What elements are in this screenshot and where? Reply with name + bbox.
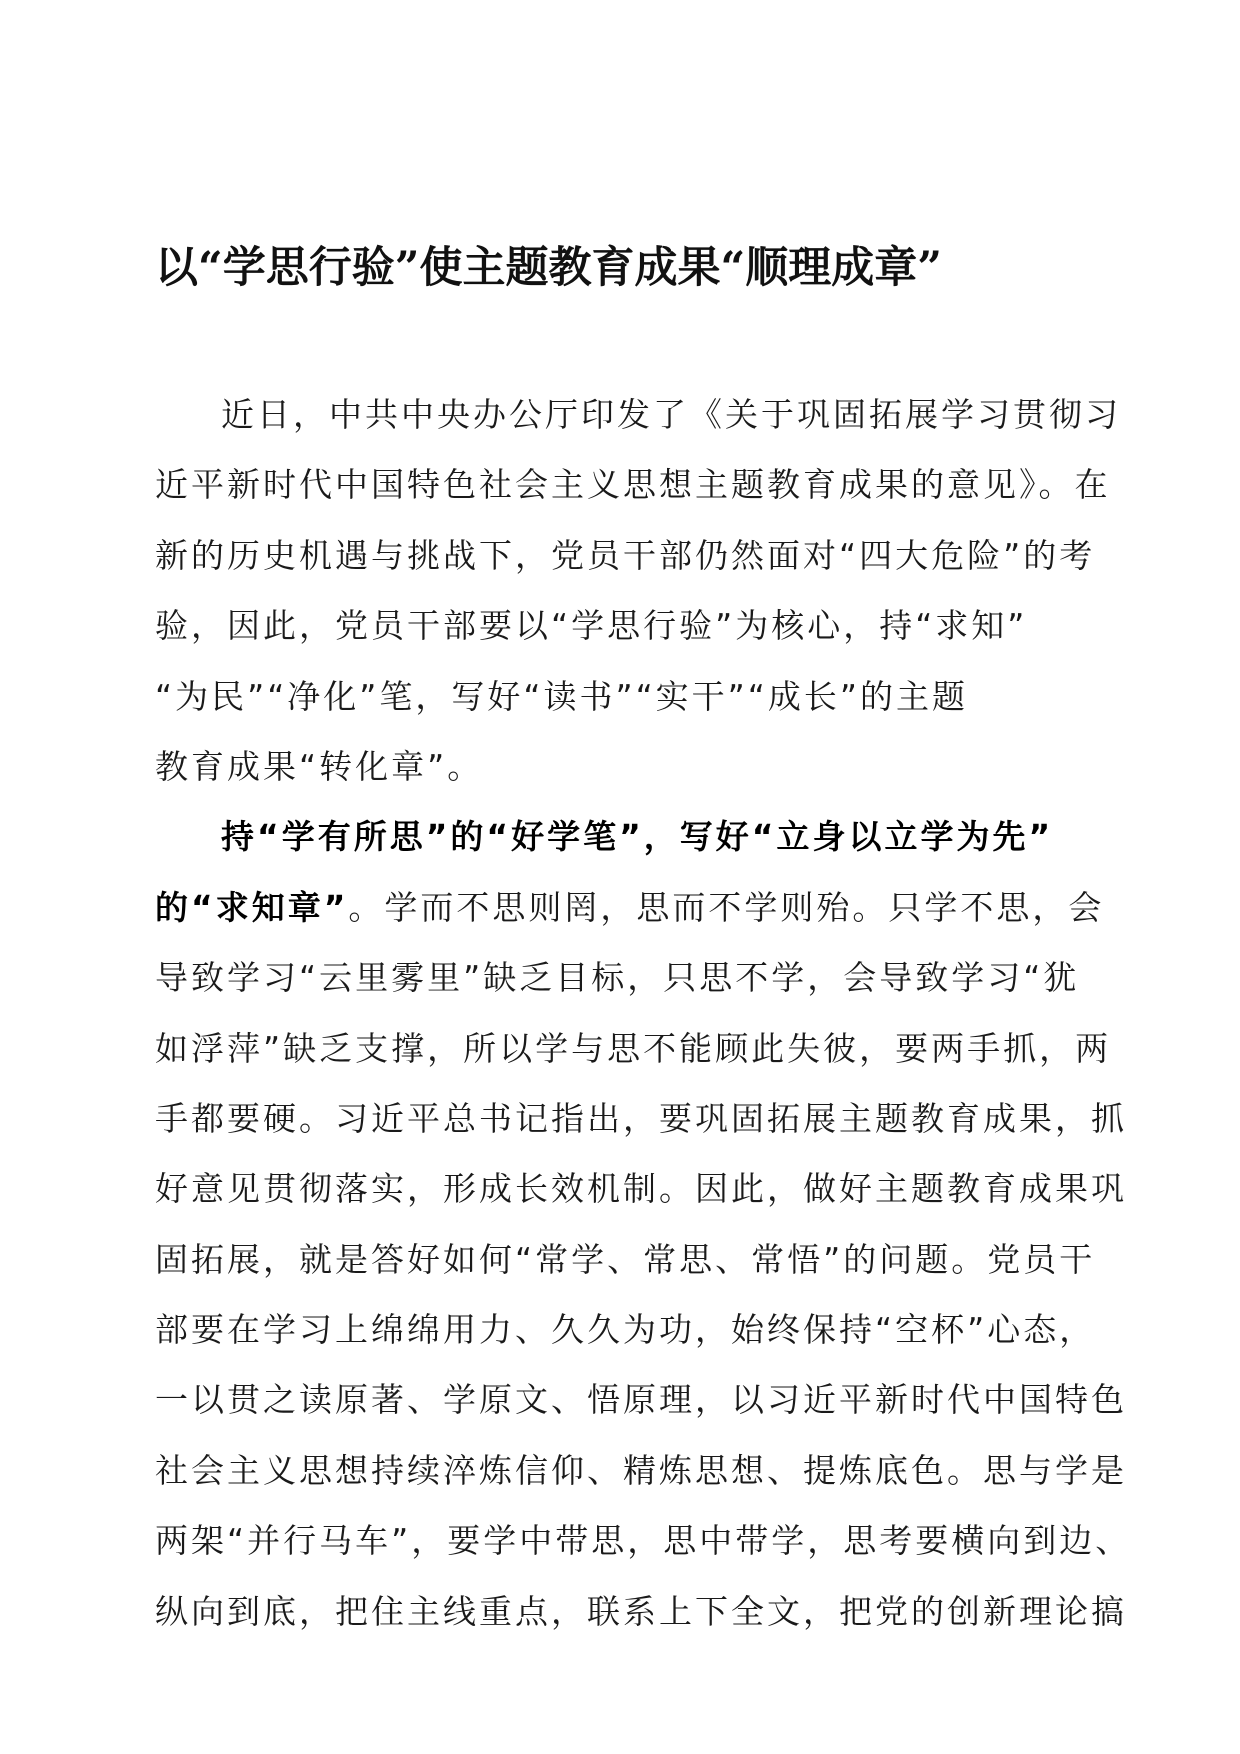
text-line: 纵向到底，把住主线重点，联系上下全文，把党的创新理论搞 <box>155 1591 1127 1631</box>
text-line: 固拓展，就是答好如何“常学、常思、常悟”的问题。党员干 <box>155 1239 1096 1279</box>
section-heading-end: 的“求知章” <box>155 887 349 927</box>
text-span: 。学而不思则罔，思而不学则殆。只学不思，会 <box>348 887 1105 927</box>
paragraph-intro <box>155 380 1121 802</box>
text-line: 验，因此，党员干部要以“学思行验”为核心，持“求知” <box>155 606 1028 646</box>
text-line: 近日，中共中央办公厅印发了《关于巩固拓展学习贯彻习 <box>221 395 1121 434</box>
text-line <box>155 873 1115 943</box>
text-line: 一以贯之读原著、学原文、悟原理，以习近平新时代中国特色 <box>155 1380 1127 1420</box>
text-line: 好意见贯彻落实，形成长效机制。因此，做好主题教育成果巩 <box>155 1169 1127 1209</box>
text-line: 近平新时代中国特色社会主义思想主题教育成果的意见》。在 <box>155 465 1111 505</box>
section-heading-line: 持“学有所思”的“好学笔”，写好“立身以立学为先” <box>221 817 1054 857</box>
text-line: 手都要硬。习近平总书记指出，要巩固拓展主题教育成果，抓 <box>155 1098 1127 1138</box>
text-line: 部要在学习上绵绵用力、久久为功，始终保持“空杯”心态， <box>155 1310 1096 1350</box>
text-line: 如浮萍”缺乏支撑，所以学与思不能顾此失彼，要两手抓，两 <box>155 1028 1112 1068</box>
text-line: 社会主义思想持续淬炼信仰、精炼思想、提炼底色。思与学是 <box>155 1450 1127 1490</box>
text-line: 教育成果“转化章”。 <box>155 746 484 786</box>
text-line: 导致学习“云里雾里”缺乏目标，只思不学，会导致学习“犹 <box>155 958 1080 998</box>
document-body <box>155 380 1132 1647</box>
text-line: 两架“并行马车”，要学中带思，思中带学，思考要横向到边、 <box>155 1521 1132 1561</box>
text-line: “为民”“净化”笔，写好“读书”“实干”“成长”的主题 <box>155 676 968 716</box>
document-title: 以“学思行验”使主题教育成果“顺理成章” <box>155 243 942 293</box>
paragraph-section-1 <box>155 802 1132 1647</box>
text-line: 新的历史机遇与挑战下，党员干部仍然面对“四大危险”的考 <box>155 535 1096 575</box>
